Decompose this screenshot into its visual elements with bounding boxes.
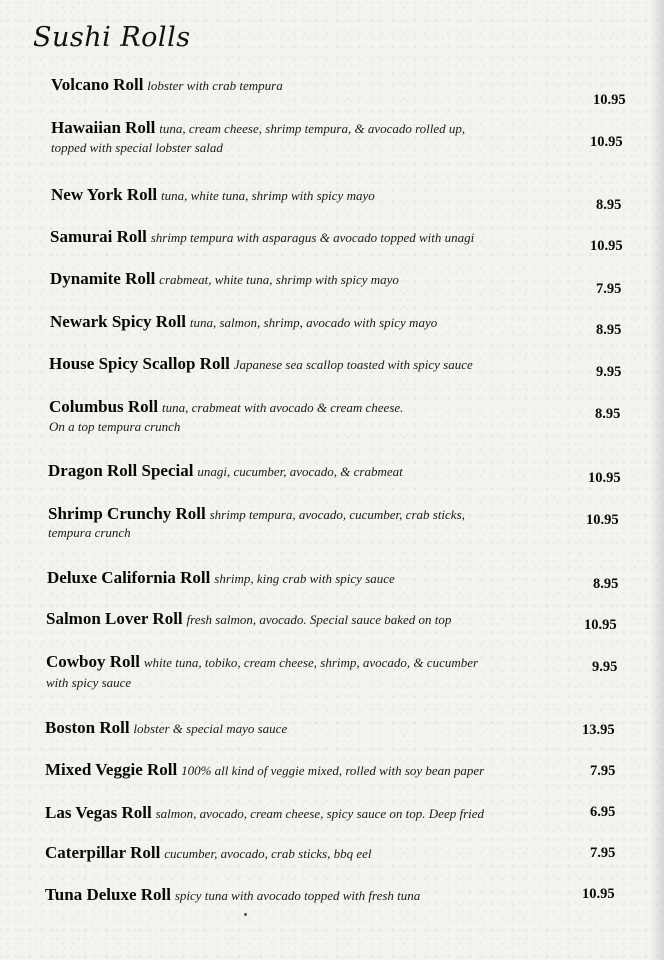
item-description-continued: with spicy sauce: [46, 675, 132, 690]
page-title: Sushi Rolls: [33, 22, 191, 53]
item-name: Hawaiian Roll: [51, 118, 156, 137]
item-description-continued: tempura crunch: [48, 525, 131, 540]
item-price: 7.95: [590, 763, 616, 779]
item-price: 8.95: [596, 322, 622, 338]
item-price: 9.95: [596, 364, 622, 380]
item-name: Caterpillar Roll: [45, 843, 161, 862]
item-description: salmon, avocado, cream cheese, spicy sauce on top. Deep fried: [155, 806, 485, 821]
page-edge-shadow: [650, 0, 664, 960]
item-description: tuna, cream cheese, shrimp tempura, & avocado rolled up,: [159, 121, 466, 136]
item-name: Cowboy Roll: [46, 652, 140, 671]
item-description: lobster with crab tempura: [147, 78, 283, 93]
item-description: crabmeat, white tuna, shrimp with spicy mayo: [159, 272, 399, 287]
item-price: 7.95: [596, 281, 622, 297]
item-description: Japanese sea scallop toasted with spicy sauce: [233, 357, 473, 372]
item-price: 8.95: [595, 406, 621, 422]
item-description: unagi, cucumber, avocado, & crabmeat: [197, 464, 403, 479]
item-name: Mixed Veggie Roll: [45, 760, 178, 779]
item-name: Dynamite Roll: [50, 269, 156, 288]
item-description: spicy tuna with avocado topped with fresh tuna: [174, 888, 421, 903]
item-price: 8.95: [596, 197, 622, 213]
item-description: shrimp tempura, avocado, cucumber, crab sticks,: [209, 507, 465, 522]
stray-mark: [244, 913, 247, 916]
item-name: Salmon Lover Roll: [46, 609, 183, 628]
item-price: 10.95: [586, 512, 619, 528]
item-description: shrimp tempura with asparagus & avocado topped with unagi: [150, 230, 475, 245]
item-price: 10.95: [590, 238, 623, 254]
item-description: tuna, white tuna, shrimp with spicy mayo: [160, 188, 375, 203]
item-name: Deluxe California Roll: [47, 568, 211, 587]
item-name: Dragon Roll Special: [48, 461, 194, 480]
item-name: New York Roll: [51, 185, 158, 204]
item-description: 100% all kind of veggie mixed, rolled with soy bean paper: [181, 763, 485, 778]
item-description-continued: topped with special lobster salad: [51, 140, 223, 155]
item-name: House Spicy Scallop Roll: [49, 354, 230, 373]
item-price: 9.95: [592, 659, 618, 675]
item-description-continued: On a top tempura crunch: [49, 419, 181, 434]
item-name: Boston Roll: [45, 718, 130, 737]
item-price: 10.95: [584, 617, 617, 633]
item-name: Shrimp Crunchy Roll: [48, 504, 206, 523]
item-name: Volcano Roll: [51, 75, 144, 94]
item-price: 10.95: [582, 886, 615, 902]
item-description: white tuna, tobiko, cream cheese, shrimp, avocado, & cucumber: [143, 655, 479, 670]
item-price: 8.95: [593, 576, 619, 592]
item-description: cucumber, avocado, crab sticks, bbq eel: [164, 846, 372, 861]
item-description: lobster & special mayo sauce: [133, 721, 288, 736]
item-price: 7.95: [590, 845, 616, 861]
item-name: Newark Spicy Roll: [50, 312, 186, 331]
item-description: fresh salmon, avocado. Special sauce baked on top: [186, 612, 452, 627]
item-price: 6.95: [590, 804, 616, 820]
item-description: shrimp, king crab with spicy sauce: [214, 571, 395, 586]
item-price: 13.95: [582, 722, 615, 738]
item-description: tuna, salmon, shrimp, avocado with spicy mayo: [189, 315, 438, 330]
item-price: 10.95: [588, 470, 621, 486]
item-name: Samurai Roll: [50, 227, 147, 246]
item-name: Las Vegas Roll: [45, 803, 152, 822]
item-description: tuna, crabmeat with avocado & cream cheese.: [162, 400, 404, 415]
item-name: Tuna Deluxe Roll: [45, 885, 171, 904]
item-price: 10.95: [593, 92, 626, 108]
item-price: 10.95: [590, 134, 623, 150]
item-name: Columbus Roll: [49, 397, 159, 416]
